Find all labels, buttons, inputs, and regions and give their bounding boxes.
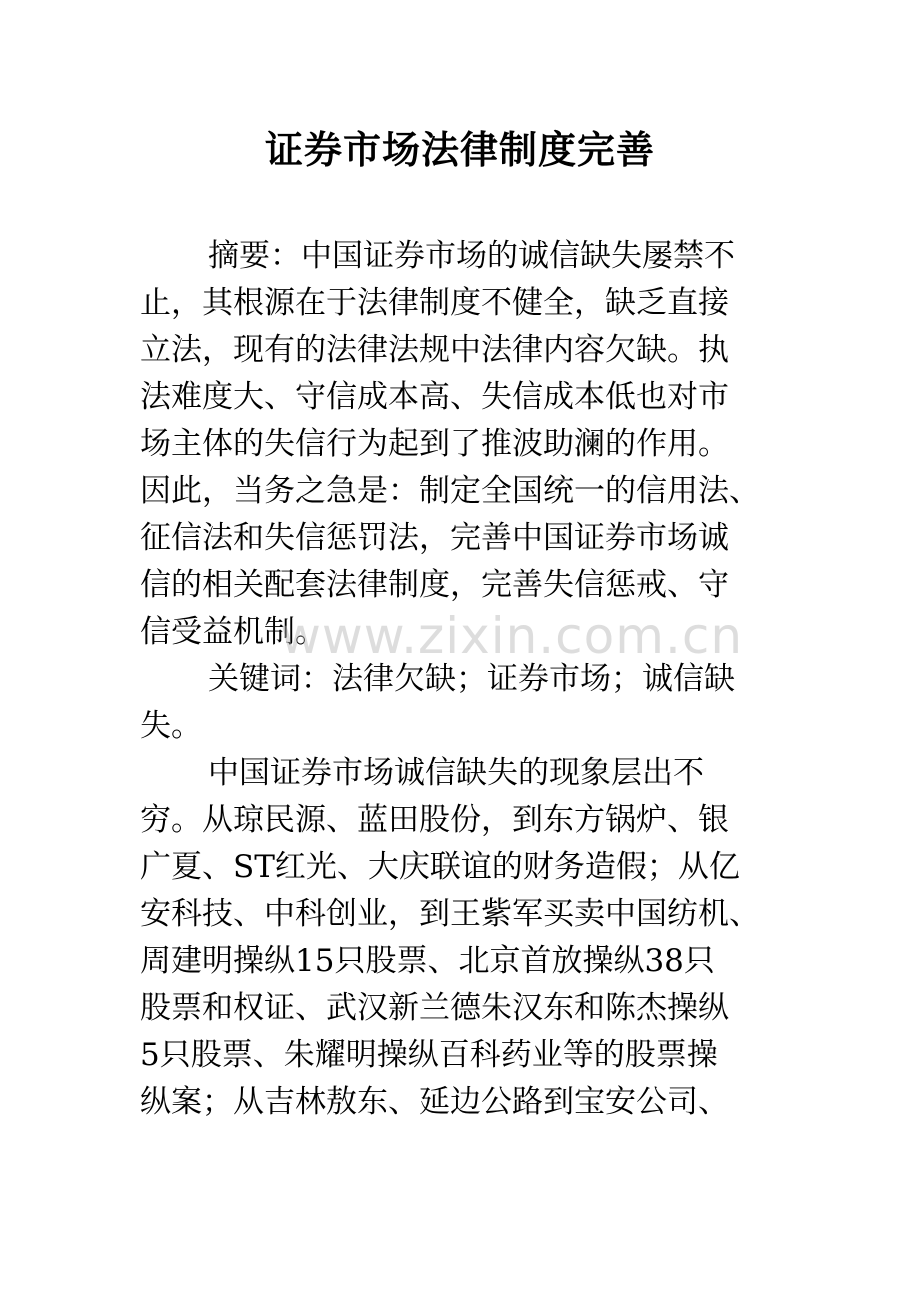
abstract-paragraph — [140, 233, 790, 656]
text-line: 关键词：法律欠缺；证券市场；诚信缺 — [208, 661, 735, 697]
document-title: 证券市场法律制度完善 — [264, 127, 655, 172]
text-line: 安科技、中科创业，到王紫军买卖中国纺机、 — [140, 896, 760, 932]
text-line: 穷。从琼民源、蓝田股份，到东方锅炉、银 — [140, 802, 729, 838]
text-line: 因此，当务之急是：制定全国统一的信用法、 — [140, 473, 760, 509]
text-line: 场主体的失信行为起到了推波助澜的作用。 — [140, 426, 729, 462]
text-line: 信的相关配套法律制度，完善失信惩戒、守 — [140, 567, 729, 603]
text-line: 纵案；从吉林敖东、延边公路到宝安公司、 — [140, 1084, 729, 1120]
text-line: 摘要：中国证券市场的诚信缺失屡禁不 — [208, 238, 735, 274]
body-paragraph — [140, 750, 790, 1126]
watermark: www.zixin.com.cn — [280, 607, 744, 665]
text-line: 立法，现有的法律法规中法律内容欠缺。执 — [140, 332, 729, 368]
text-line: 征信法和失信惩罚法，完善中国证券市场诚 — [140, 520, 729, 556]
text-line: 失。 — [140, 708, 202, 744]
document-body — [140, 233, 790, 1126]
text-line: 信受益机制。 — [140, 614, 326, 650]
text-line: 周建明操纵15只股票、北京首放操纵38只 — [140, 943, 715, 979]
text-line: 止，其根源在于法律制度不健全，缺乏直接 — [140, 285, 729, 321]
text-line: 5只股票、朱耀明操纵百科药业等的股票操 — [140, 1037, 718, 1073]
text-line: 中国证券市场诚信缺失的现象层出不 — [208, 755, 704, 791]
text-line: 股票和权证、武汉新兰德朱汉东和陈杰操纵 — [140, 990, 729, 1026]
text-line: 广夏、ST红光、大庆联谊的财务造假；从亿 — [140, 849, 740, 885]
text-line: 法难度大、守信成本高、失信成本低也对市 — [140, 379, 729, 415]
keywords-paragraph — [140, 656, 790, 750]
